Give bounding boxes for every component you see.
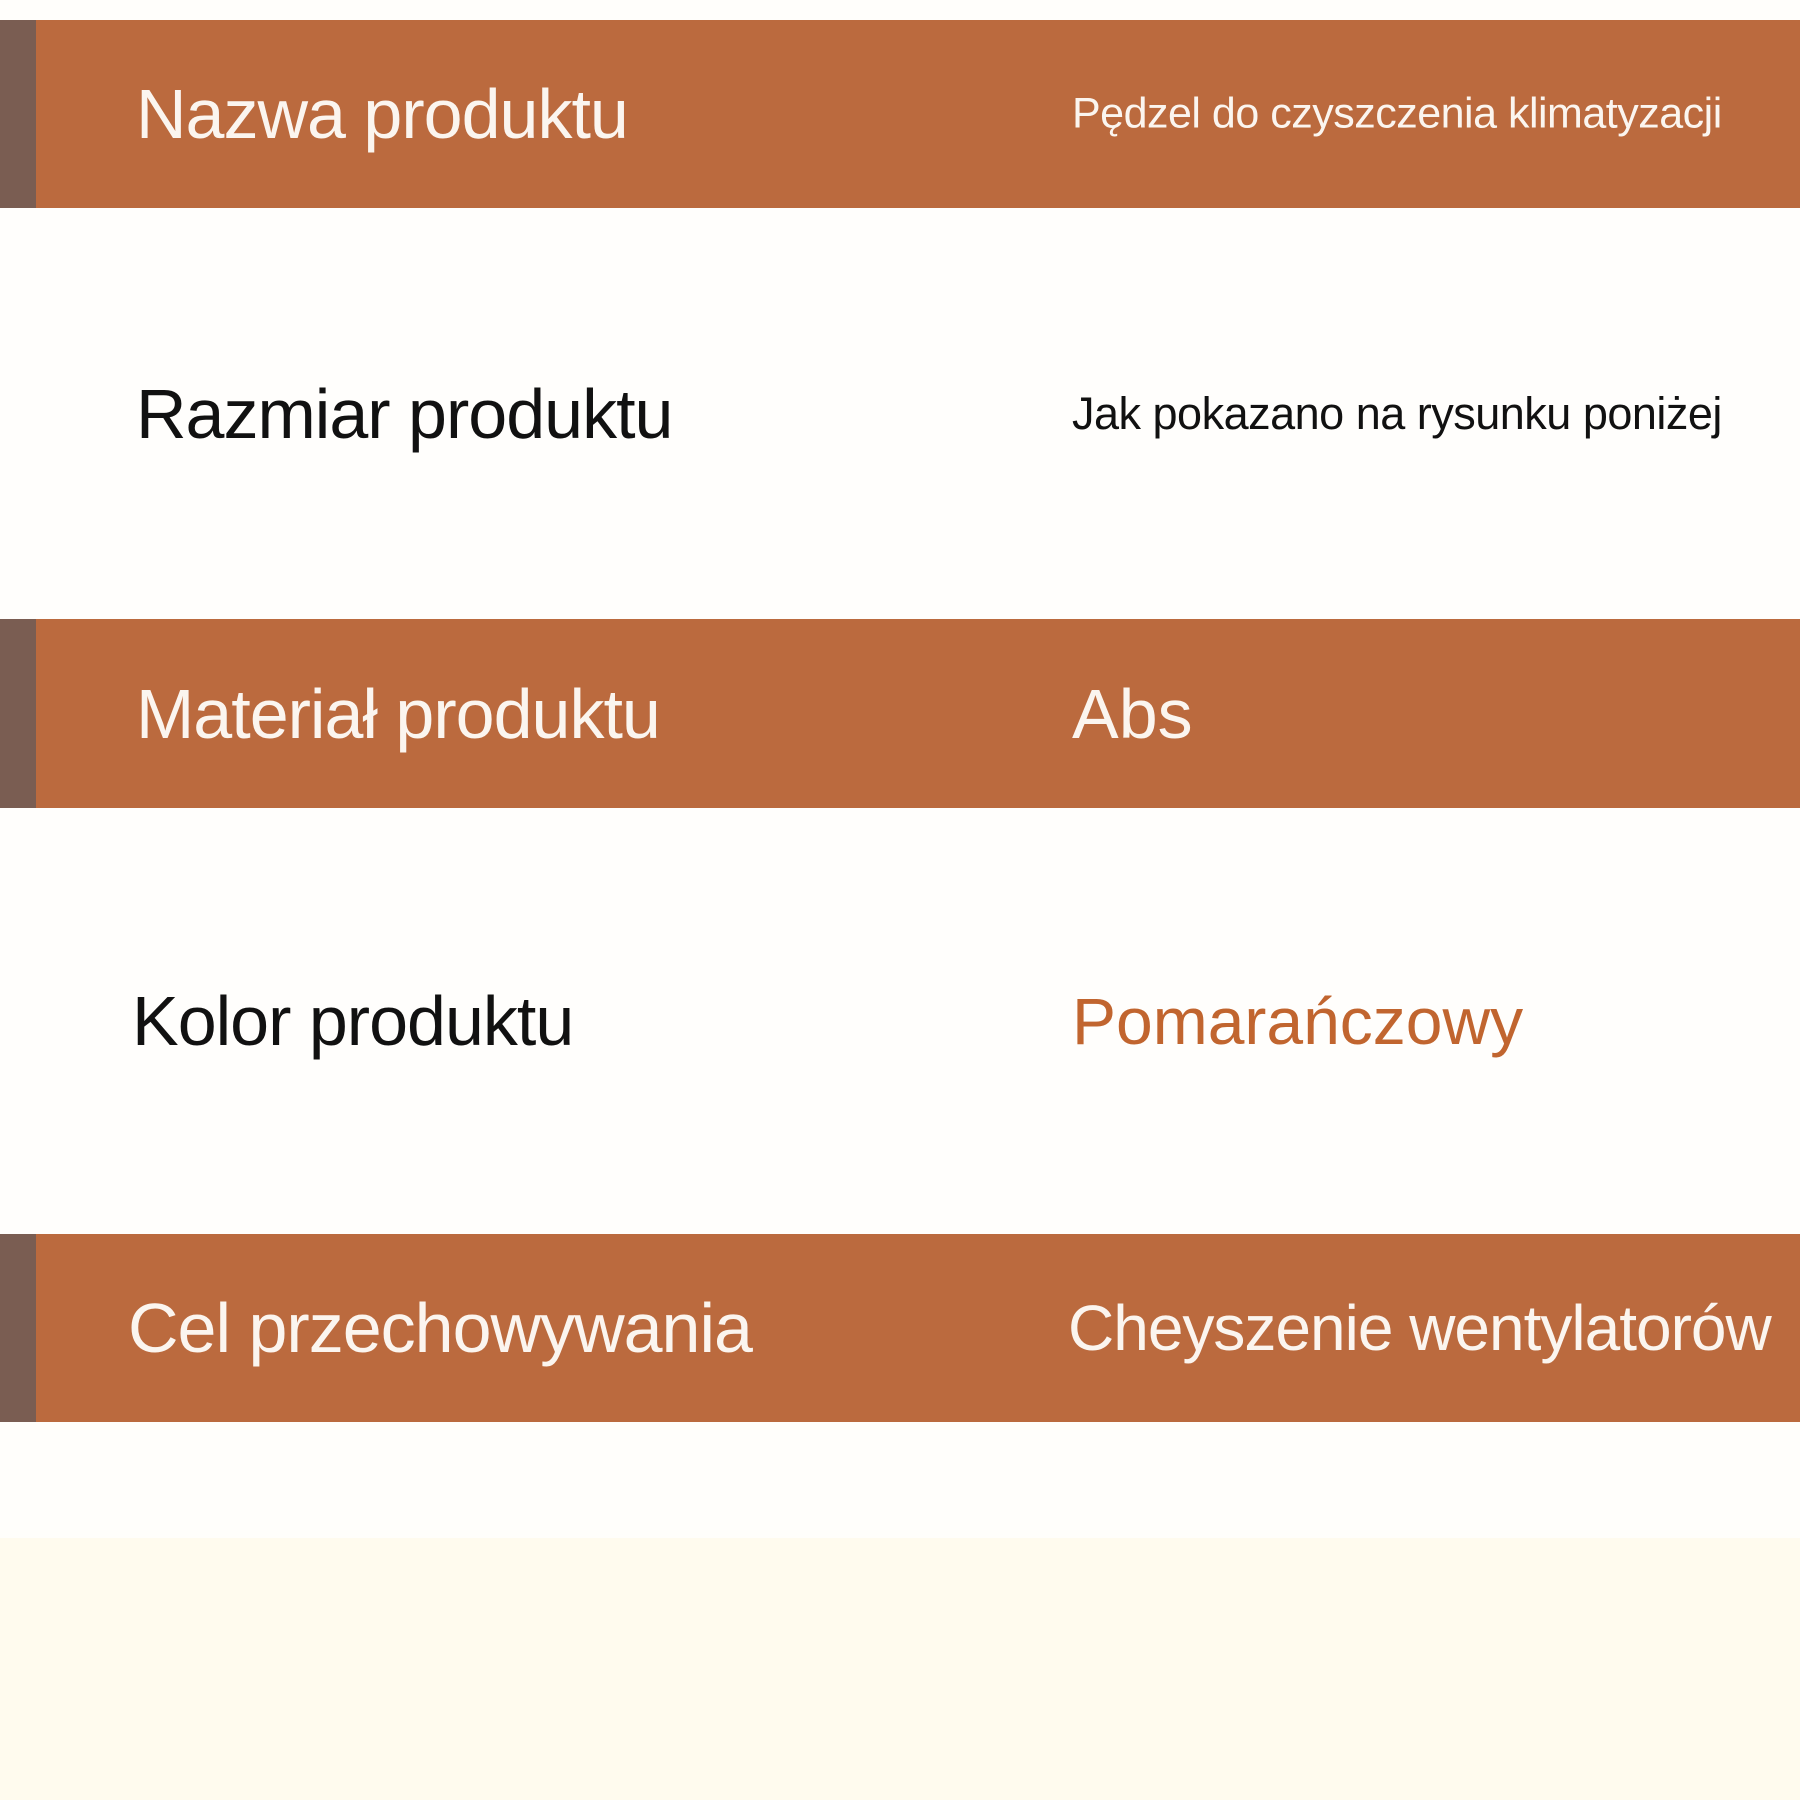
footer-background bbox=[0, 1538, 1800, 1800]
spec-row-product-size bbox=[0, 208, 1800, 619]
row-accent-strip bbox=[0, 1234, 36, 1422]
spec-value: Pomarańczowy bbox=[1072, 984, 1524, 1058]
spec-value: Cheyszenie wentylatorów bbox=[1068, 1292, 1771, 1364]
spec-value: Pędzel do czyszczenia klimatyzacji bbox=[1072, 89, 1722, 138]
spec-label: Cel przechowywania bbox=[128, 1289, 752, 1367]
spec-row-product-color bbox=[0, 808, 1800, 1234]
spec-row-product-material bbox=[0, 619, 1800, 808]
spec-value: Jak pokazano na rysunku poniżej bbox=[1072, 387, 1722, 439]
spec-row-purpose bbox=[0, 1234, 1800, 1422]
spec-label: Kolor produktu bbox=[132, 982, 574, 1060]
row-accent-strip bbox=[0, 619, 36, 808]
spec-label: Nazwa produktu bbox=[136, 75, 628, 153]
spec-value: Abs bbox=[1072, 674, 1193, 753]
spec-label: Materiał produktu bbox=[136, 674, 660, 753]
spec-row-product-name bbox=[0, 20, 1800, 208]
spec-label: Razmiar produktu bbox=[136, 374, 673, 453]
row-accent-strip bbox=[0, 20, 36, 208]
